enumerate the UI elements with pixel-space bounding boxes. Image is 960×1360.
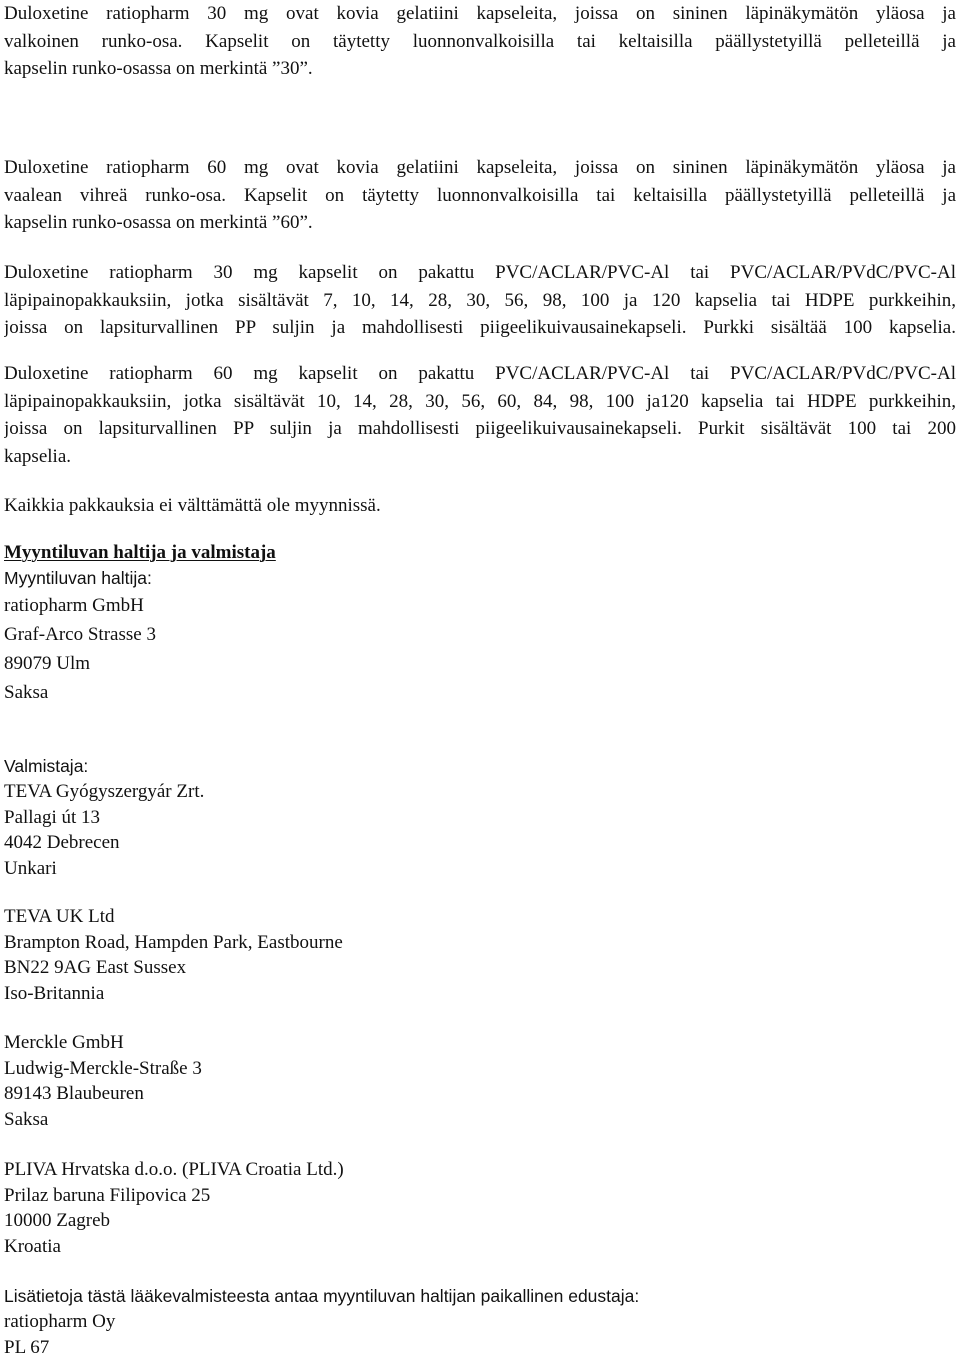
manufacturer-address <box>4 779 204 881</box>
address-line: Saksa <box>4 678 156 707</box>
text-line: kapselin runko-osassa on merkintä ”30”. <box>4 55 956 83</box>
holder-label: Myyntiluvan haltija: <box>4 566 152 591</box>
address-line: Prilaz baruna Filipovica 25 <box>4 1183 344 1209</box>
address-line: ratiopharm Oy <box>4 1309 115 1335</box>
text-line: joissa on lapsiturvallinen PP suljin ja mahdollisesti piigeelikuivausainekapseli. Purkit sisältävät 100 tai 200 <box>4 415 956 443</box>
address-line: Iso-Britannia <box>4 981 343 1007</box>
address-line: TEVA UK Ltd <box>4 904 343 930</box>
text-line: joissa on lapsiturvallinen PP suljin ja mahdollisesti piigeelikuivausainekapseli. Purkki sisältää 100 kapselia. <box>4 314 956 342</box>
manufacturer-label: Valmistaja: <box>4 754 88 779</box>
text-line: Duloxetine ratiopharm 30 mg kapselit on pakattu PVC/ACLAR/PVC-Al tai PVC/ACLAR/PVdC/PVC-Al <box>4 259 956 287</box>
address-line: Kroatia <box>4 1234 344 1260</box>
text-line: vaalean vihreä runko-osa. Kapselit on täytetty luonnonvalkoisilla tai keltaisilla päällystetyillä pelleteillä ja <box>4 182 956 210</box>
text-line: läpipainopakkauksiin, jotka sisältävät 7, 10, 14, 28, 30, 56, 98, 100 ja 120 kapselia tai HDPE purkkeihin, <box>4 287 956 315</box>
text-line: Kaikkia pakkauksia ei välttämättä ole myynnissä. <box>4 492 956 520</box>
address-line: 4042 Debrecen <box>4 830 204 856</box>
address-line: 89079 Ulm <box>4 649 156 678</box>
text-line: valkoinen runko-osa. Kapselit on täytetty luonnonvalkoisilla tai keltaisilla päällystetyillä pelleteillä ja <box>4 28 956 56</box>
text-line: kapselin runko-osassa on merkintä ”60”. <box>4 209 956 237</box>
text-line: Duloxetine ratiopharm 60 mg kapselit on pakattu PVC/ACLAR/PVC-Al tai PVC/ACLAR/PVdC/PVC-Al <box>4 360 956 388</box>
address-line: Pallagi út 13 <box>4 805 204 831</box>
address-line: Merckle GmbH <box>4 1030 202 1056</box>
text-line: läpipainopakkauksiin, jotka sisältävät 10, 14, 28, 30, 56, 60, 84, 98, 100 ja120 kapselia tai HDPE purkkeihin, <box>4 388 956 416</box>
text-line: Duloxetine ratiopharm 30 mg ovat kovia gelatiini kapseleita, joissa on sininen läpinäkymätön yläosa ja <box>4 0 956 28</box>
paragraph-packaging-60mg <box>4 360 956 470</box>
address-line: 89143 Blaubeuren <box>4 1081 202 1107</box>
local-representative-address <box>4 1309 115 1360</box>
address-line: Brampton Road, Hampden Park, Eastbourne <box>4 930 343 956</box>
address-line: Graf-Arco Strasse 3 <box>4 620 156 649</box>
address-line: Ludwig-Merckle-Straße 3 <box>4 1056 202 1082</box>
address-line: PL 67 <box>4 1335 115 1360</box>
address-line: 10000 Zagreb <box>4 1208 344 1234</box>
text-line: Duloxetine ratiopharm 60 mg ovat kovia gelatiini kapseleita, joissa on sininen läpinäkymätön yläosa ja <box>4 154 956 182</box>
manufacturer-address <box>4 1030 202 1132</box>
local-representative-label: Lisätietoja tästä lääkevalmisteesta antaa myyntiluvan haltijan paikallinen edustaja: <box>4 1284 639 1309</box>
address-line: Saksa <box>4 1107 202 1133</box>
holder-address <box>4 591 156 707</box>
address-line: Unkari <box>4 856 204 882</box>
address-line: TEVA Gyógyszergyár Zrt. <box>4 779 204 805</box>
address-line: PLIVA Hrvatska d.o.o. (PLIVA Croatia Ltd.) <box>4 1157 344 1183</box>
manufacturer-address <box>4 1157 344 1259</box>
manufacturer-address <box>4 904 343 1006</box>
address-line: BN22 9AG East Sussex <box>4 955 343 981</box>
paragraph-capsule-60mg-description <box>4 154 956 237</box>
section-heading: Myyntiluvan haltija ja valmistaja <box>4 540 276 565</box>
paragraph-capsule-30mg-description <box>4 0 956 83</box>
paragraph-availability-note <box>4 492 956 520</box>
paragraph-packaging-30mg <box>4 259 956 342</box>
address-line: ratiopharm GmbH <box>4 591 156 620</box>
text-line: kapselia. <box>4 443 956 471</box>
